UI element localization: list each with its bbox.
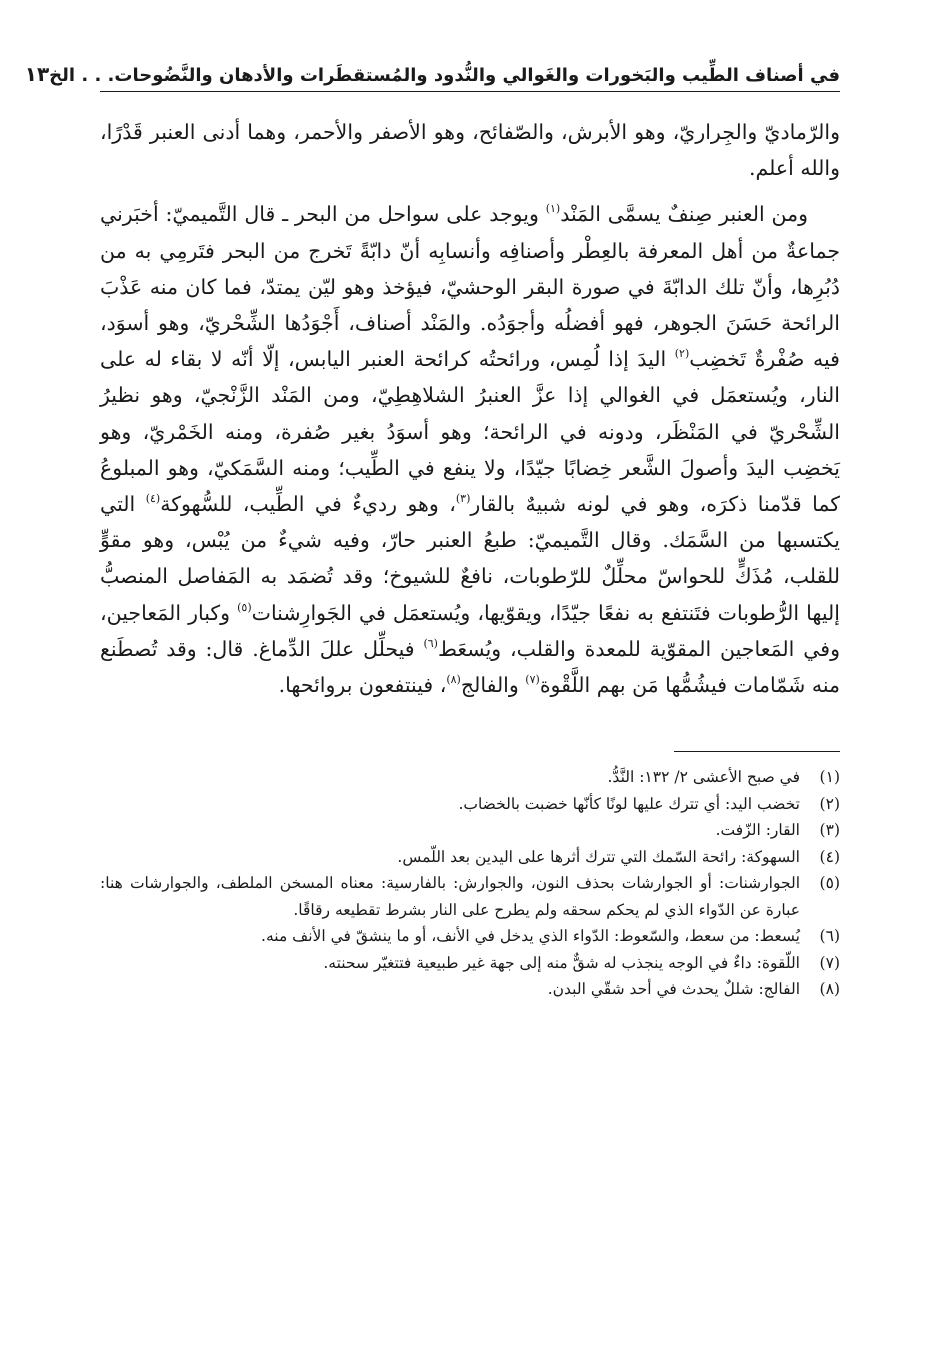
paragraph-2-text: التي يكتسبها من السَّمَك. وقال التَّميميّ: طبعُ العنبر حارّ، وفيه شيءٌ من يُبْس، وهو مقوٍّ للقلب، مُذَكٍّ للحواسّ محلِّلٌ للرّطوبات، نافعٌ للشيوخ؛ وقد تُضمَد به المَفاصل المنصبُّ إليها الرُّطوبات فتَنتفع به نفعًا جيّدًا، ويقوّيها، ويُستعمَل في الجَوارِشنات bbox=[100, 492, 840, 625]
footnote-marker-8: (٨) bbox=[446, 673, 461, 687]
footnote bbox=[100, 950, 840, 977]
footnote-text: الجوارشنات: أو الجوارشات بحذف النون، والجوارش: بالفارسية: معناه المسخن الملطف، والجوارشات هنا: عبارة عن الدّواء الذي لم يحكم سحقه ولم يطرح على النار بشرط تقطيعه رقاقًا. bbox=[100, 874, 800, 919]
footnote-number: (٣) bbox=[819, 821, 840, 840]
footnote-marker-1: (١) bbox=[545, 202, 561, 216]
footnote bbox=[100, 923, 840, 950]
footnote-text: القار: الزّفت. bbox=[715, 821, 800, 840]
main-text bbox=[100, 114, 840, 703]
footnote-text: الفالج: شللٌ يحدث في أحد شقّي البدن. bbox=[547, 980, 800, 999]
footnote-number: (٥) bbox=[819, 874, 840, 893]
footnote-number: (٦) bbox=[819, 927, 840, 946]
paragraph-2-text: فيحلِّل عللَ الدِّماغ. قال: وقد تُصطَنع منه شَمّامات فيشُمُّها مَن بهم اللَّقْوة bbox=[100, 636, 840, 698]
footnote-marker-7: (٧) bbox=[525, 673, 540, 687]
footnote-text: تخضب اليد: أي تترك عليها لونًا كأنّها خضبت بالخضاب. bbox=[458, 794, 800, 813]
footnote-separator bbox=[674, 751, 840, 752]
footnote-number: (٧) bbox=[819, 953, 840, 972]
footnote-text: اللّقوة: داءٌ في الوجه ينجذب له شقٌّ منه إلى جهة غير طبيعية فتتغيّر سحنته. bbox=[323, 953, 800, 972]
running-header bbox=[24, 62, 840, 92]
footnote-marker-4: (٤) bbox=[145, 492, 161, 506]
paragraph-2-text: ، وهو رديءٌ في الطِّيب، للسُّهوكة bbox=[160, 492, 456, 517]
footnote-number: (٤) bbox=[819, 847, 840, 866]
paragraph-1: والرّماديّ والجِراريّ، وهو الأبرش، والصّفائح، وهو الأصفر والأحمر، وهما أدنى العنبر قَدْرًا، والله أعلم. bbox=[100, 120, 840, 181]
footnote-text: يُسعط: من سعط، والسّعوط: الدّواء الذي يدخل في الأنف، أو ما ينشقّ في الأنف منه. bbox=[261, 927, 800, 946]
running-title: في أصناف الطِّيب والبَخورات والغَوالي والنُّدود والمُستقطَرات والأدهان والنَّضُوحات. . . الخ bbox=[49, 65, 840, 86]
footnote bbox=[100, 791, 840, 818]
footnote-text: في صبح الأعشى ٢/ ١٣٢: النَّدُّ. bbox=[607, 768, 800, 787]
footnote-marker-2: (٢) bbox=[674, 347, 690, 361]
paragraph-2-text: ومن العنبر صِنفٌ يسمَّى المَنْد bbox=[560, 202, 808, 227]
footnote bbox=[100, 764, 840, 791]
footnote bbox=[100, 976, 840, 1003]
footnote-marker-6: (٦) bbox=[423, 636, 438, 650]
paragraph-2 bbox=[100, 196, 840, 703]
paragraph-2-text: ، فينتفعون بروائحها. bbox=[278, 673, 447, 698]
footnote bbox=[100, 844, 840, 871]
footnote bbox=[100, 817, 840, 844]
footnote bbox=[100, 870, 840, 923]
footnote-number: (١) bbox=[819, 768, 840, 787]
paragraph-2-text: ويوجد على سواحل من البحر ـ قال التَّميميّ: أخبَرني جماعةٌ من أهل المعرفة بالعِطْر وأصنافِه وأنسابِه أنّ دابّةً تَخرج من البحر فتَرمِي به من دُبُرِها، وأنّ تلك الدابّةَ في صورة البقر الوحشيّ، فيؤخذ وهو ليّن يمتدّ، فما كان منه عَذْبَ الرائحة حَسَنَ الجوهر، فهو أفضلُه وأجوَدُه. والمَنْد أصناف، أَجْوَدُها الشِّحْريّ، وهو أسوَد، فيه صُفْرةٌ تَخضِب bbox=[100, 202, 840, 372]
footnotes bbox=[100, 764, 840, 1003]
footnote-number: (٨) bbox=[819, 980, 840, 999]
footnote-marker-5: (٥) bbox=[237, 600, 252, 614]
footnote-number: (٢) bbox=[819, 794, 840, 813]
book-page bbox=[24, 62, 840, 1003]
paragraph-2-text: والفالج bbox=[460, 673, 526, 698]
paragraph-2-text: اليدَ إذا لُمِس، ورائحتُه كرائحة العنبر اليابس، إلّا أنّه لا بقاء له على النار، ويُستعمَل في الغوالي إذا عزَّ العنبرُ الشلاهِطِيّ، ومن المَنْد الزَّنْجيّ، وهو نظيرُ الشِّحْريّ في المَنْظَر، ودونه في الرائحة؛ وهو أسوَدُ بغير صُفرة، ومنه الخَمْريّ، وهو يَخضِب اليدَ وأصولَ الشَّعر خِضابًا جيّدًا، ولا ينفع في الطِّيب؛ ومنه السَّمَكيّ، وهو المبلوعُ كما قدّمنا ذكرَه، وهو في لونه شبيهٌ بالقار bbox=[100, 347, 840, 517]
footnote-marker-3: (٣) bbox=[455, 492, 471, 506]
page-number: ١٣ bbox=[24, 62, 50, 86]
footnote-text: السهوكة: رائحة السّمك التي تترك أثرها على اليدين بعد اللّمس. bbox=[397, 847, 800, 866]
paragraph-2-text: وكبار المَعاجين، وفي المَعاجين المقوّية للمعدة والقلب، ويُسعَط bbox=[100, 600, 840, 661]
